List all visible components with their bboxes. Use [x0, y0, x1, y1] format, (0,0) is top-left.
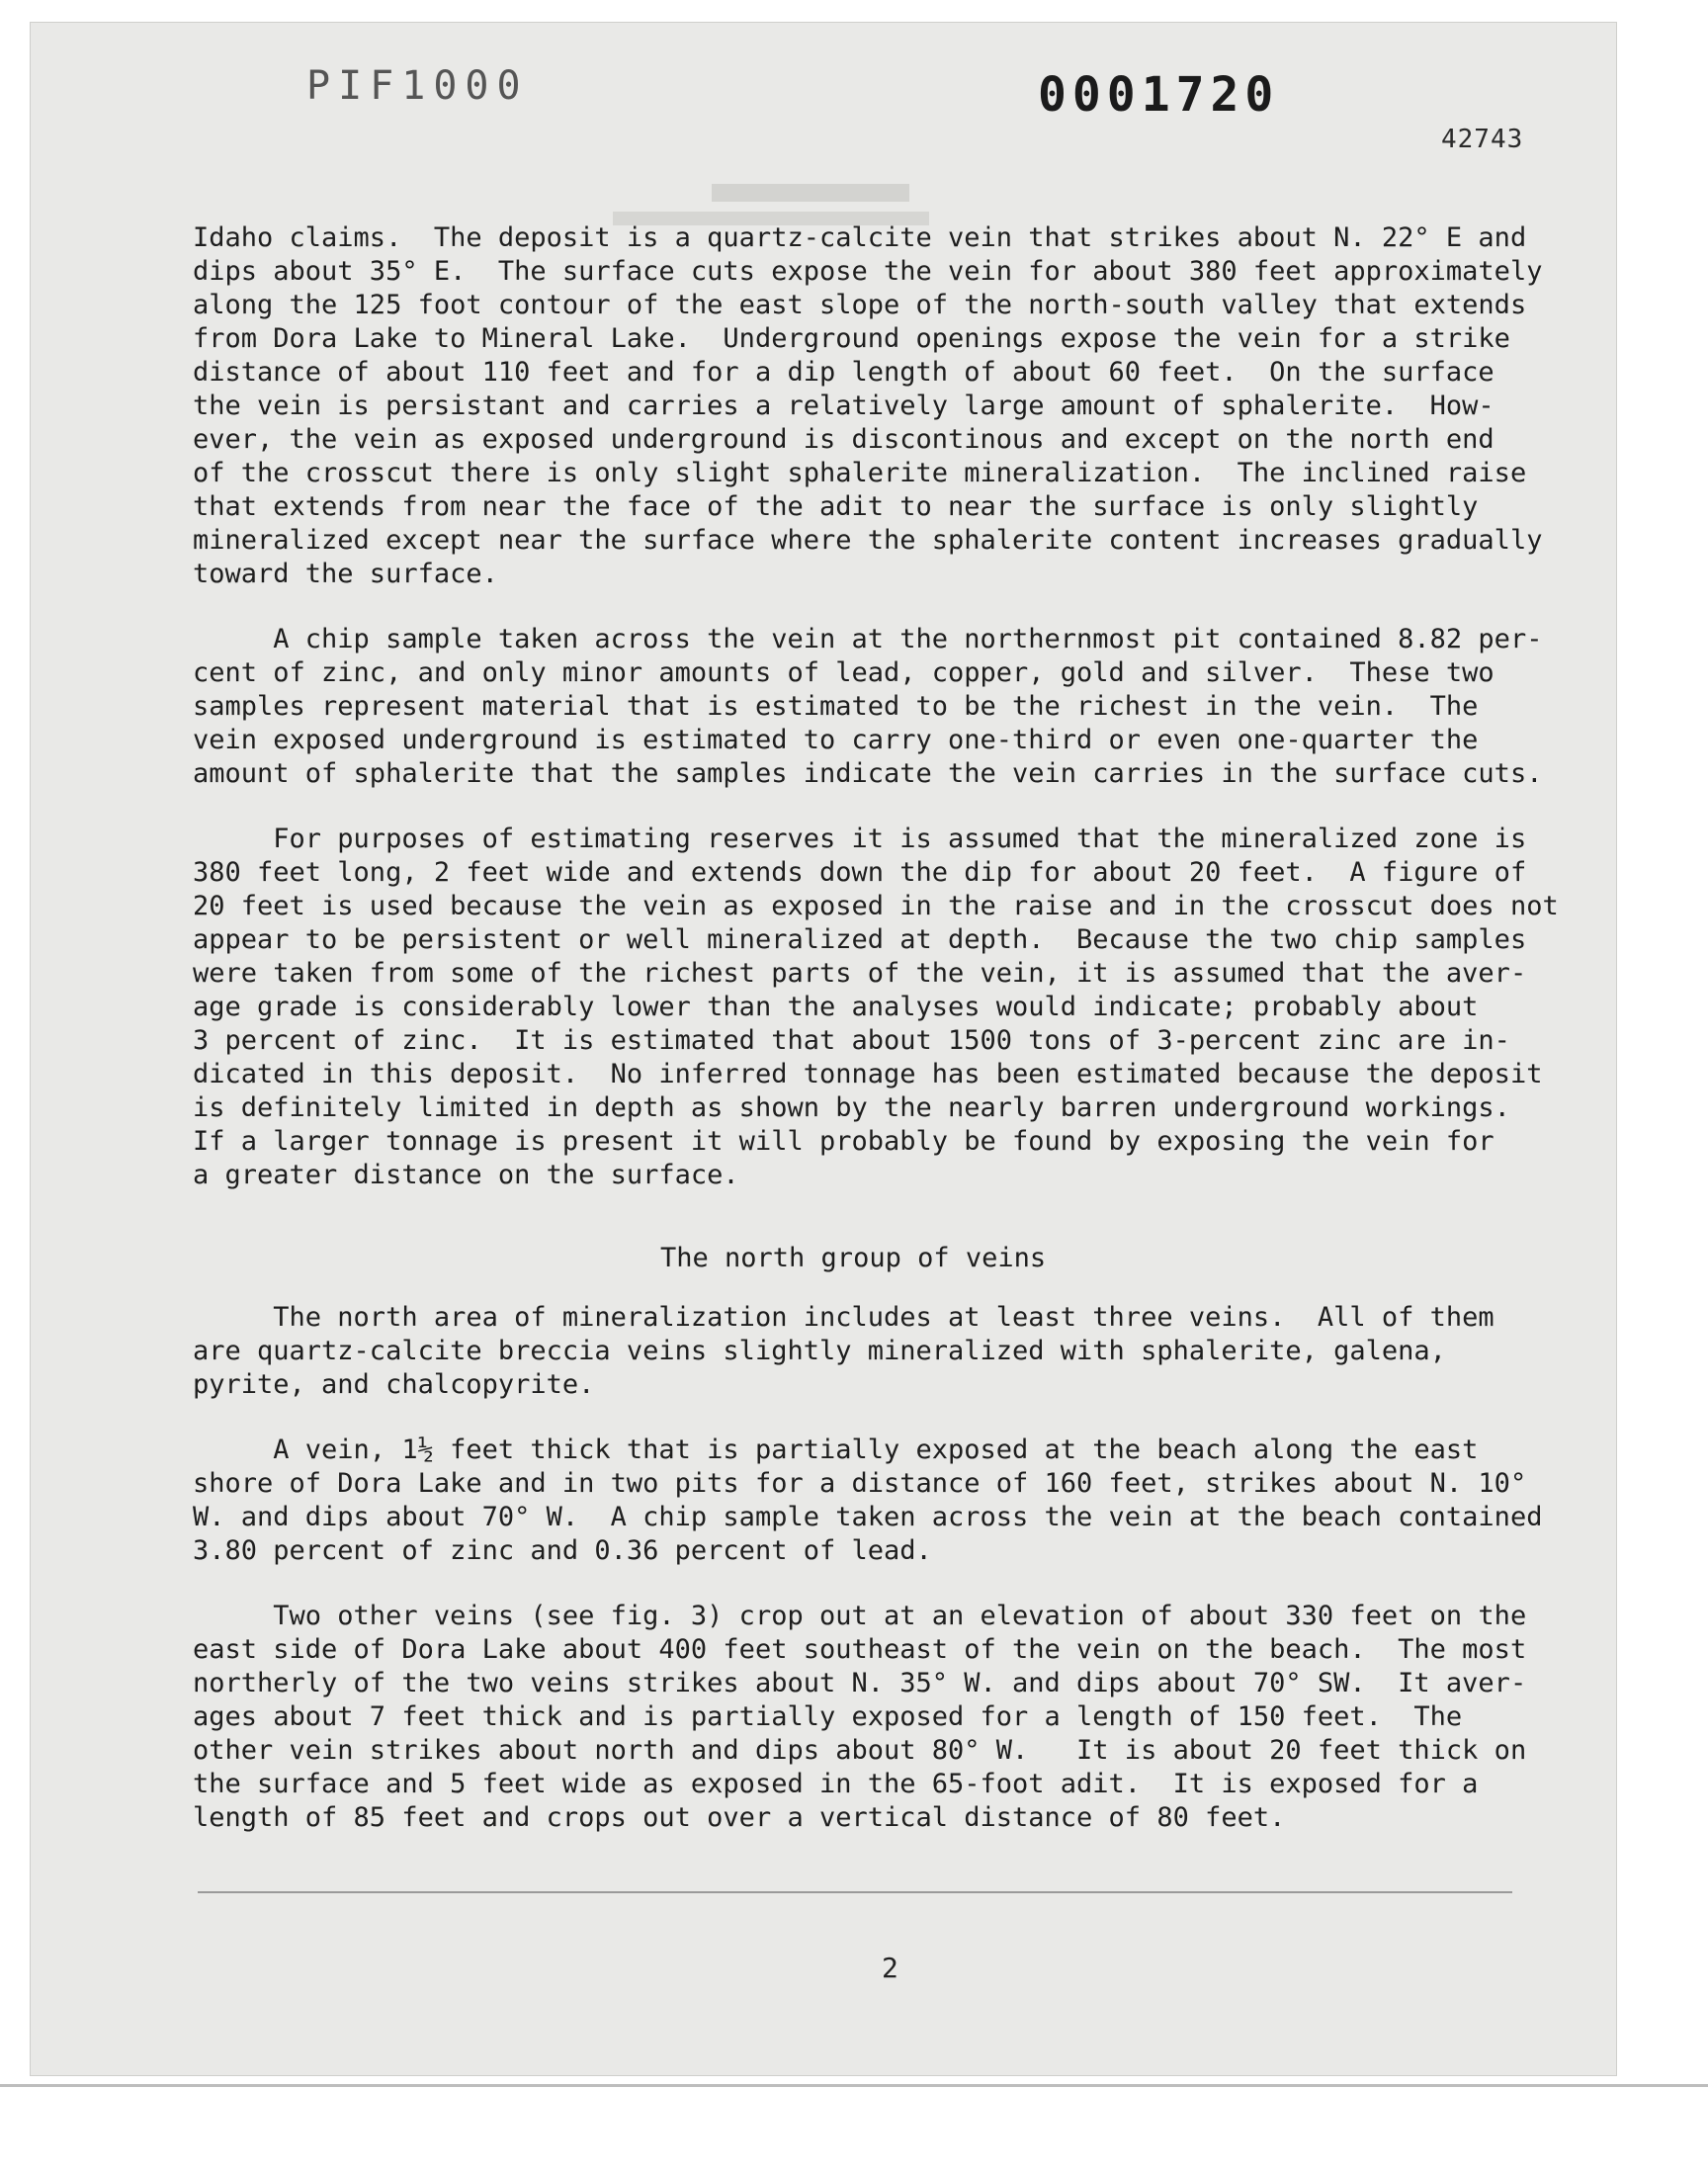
- scan-bottom-edge: [0, 2084, 1708, 2087]
- footnote-divider: [198, 1891, 1512, 1893]
- text-line: 380 feet long, 2 feet wide and extends down the dip for about 20 feet. A figure of: [193, 857, 1527, 888]
- text-line: Idaho claims. The deposit is a quartz-calcite vein that strikes about N. 22° E and: [193, 222, 1527, 253]
- text-line: age grade is considerably lower than the analyses would indicate; probably about: [193, 992, 1479, 1022]
- text-line: amount of sphalerite that the samples indicate the vein carries in the surface cuts.: [193, 758, 1543, 789]
- text-line: vein exposed underground is estimated to carry one-third or even one-quarter the: [193, 725, 1479, 755]
- text-line: the surface and 5 feet wide as exposed in the 65-foot adit. It is exposed for a: [193, 1769, 1479, 1799]
- text-line: ever, the vein as exposed underground is discontinous and except on the north end: [193, 424, 1494, 455]
- text-line: 3 percent of zinc. It is estimated that about 1500 tons of 3-percent zinc are in-: [193, 1025, 1510, 1056]
- text-line: the vein is persistant and carries a relatively large amount of sphalerite. How-: [193, 391, 1494, 421]
- header-page-id: 42743: [1441, 125, 1524, 154]
- text-line: 3.80 percent of zinc and 0.36 percent of lead.: [193, 1535, 932, 1566]
- paragraph: [193, 1301, 1577, 1402]
- text-line: cent of zinc, and only minor amounts of lead, copper, gold and silver. These two: [193, 657, 1494, 688]
- text-line: A vein, 1½ feet thick that is partially exposed at the beach along the east: [193, 1435, 1479, 1465]
- text-line: distance of about 110 feet and for a dip length of about 60 feet. On the surface: [193, 357, 1494, 388]
- text-line: 20 feet is used because the vein as exposed in the raise and in the crosscut does not: [193, 891, 1559, 921]
- text-line: appear to be persistent or well mineralized at depth. Because the two chip samples: [193, 924, 1527, 955]
- text-line: pyrite, and chalcopyrite.: [193, 1369, 595, 1400]
- body-text-continued: [193, 1301, 1577, 1867]
- paragraph: [193, 623, 1577, 791]
- text-line: east side of Dora Lake about 400 feet southeast of the vein on the beach. The most: [193, 1634, 1527, 1665]
- section-heading: The north group of veins: [660, 1243, 1047, 1273]
- paragraph: [193, 1434, 1577, 1568]
- text-line: were taken from some of the richest parts of the vein, it is assumed that the aver-: [193, 958, 1527, 989]
- text-line: dicated in this deposit. No inferred tonnage has been estimated because the deposit: [193, 1059, 1543, 1089]
- text-line: ages about 7 feet thick and is partially exposed for a length of 150 feet. The: [193, 1701, 1463, 1732]
- text-line: For purposes of estimating reserves it is assumed that the mineralized zone is: [193, 824, 1527, 854]
- body-text: [193, 221, 1577, 1224]
- text-line: shore of Dora Lake and in two pits for a distance of 160 feet, strikes about N. 10°: [193, 1468, 1527, 1499]
- text-line: toward the surface.: [193, 559, 498, 589]
- text-line: If a larger tonnage is present it will probably be found by exposing the vein for: [193, 1126, 1494, 1157]
- text-line: The north area of mineralization includes at least three veins. All of them: [193, 1302, 1494, 1333]
- paragraph: [193, 823, 1577, 1192]
- text-line: Two other veins (see fig. 3) crop out at an elevation of about 330 feet on the: [193, 1601, 1527, 1631]
- text-line: that extends from near the face of the adit to near the surface is only slightly: [193, 491, 1479, 522]
- text-line: mineralized except near the surface where the sphalerite content increases gradually: [193, 525, 1543, 556]
- text-line: length of 85 feet and crops out over a vertical distance of 80 feet.: [193, 1802, 1286, 1833]
- text-line: samples represent material that is estimated to be the richest in the vein. The: [193, 691, 1479, 722]
- text-line: a greater distance on the surface.: [193, 1160, 739, 1190]
- text-line: northerly of the two veins strikes about N. 35° W. and dips about 70° SW. It aver-: [193, 1668, 1527, 1698]
- text-line: along the 125 foot contour of the east slope of the north-south valley that extends: [193, 290, 1527, 320]
- paragraph: [193, 1600, 1577, 1835]
- header-document-number: 0001720: [1038, 67, 1280, 123]
- text-line: A chip sample taken across the vein at the northernmost pit contained 8.82 per-: [193, 624, 1543, 654]
- text-line: is definitely limited in depth as shown by the nearly barren underground workings.: [193, 1092, 1510, 1123]
- text-line: from Dora Lake to Mineral Lake. Underground openings expose the vein for a strike: [193, 323, 1510, 354]
- bleed-through-mark: [712, 184, 909, 202]
- header-left-code: PIF1000: [306, 63, 529, 109]
- text-line: other vein strikes about north and dips about 80° W. It is about 20 feet thick on: [193, 1735, 1527, 1766]
- paragraph: [193, 221, 1577, 591]
- text-line: dips about 35° E. The surface cuts expose the vein for about 380 feet approximately: [193, 256, 1543, 287]
- page-number: 2: [882, 1952, 898, 1984]
- text-line: are quartz-calcite breccia veins slightly mineralized with sphalerite, galena,: [193, 1336, 1446, 1366]
- text-line: W. and dips about 70° W. A chip sample taken across the vein at the beach contained: [193, 1502, 1543, 1532]
- text-line: of the crosscut there is only slight sphalerite mineralization. The inclined raise: [193, 458, 1527, 488]
